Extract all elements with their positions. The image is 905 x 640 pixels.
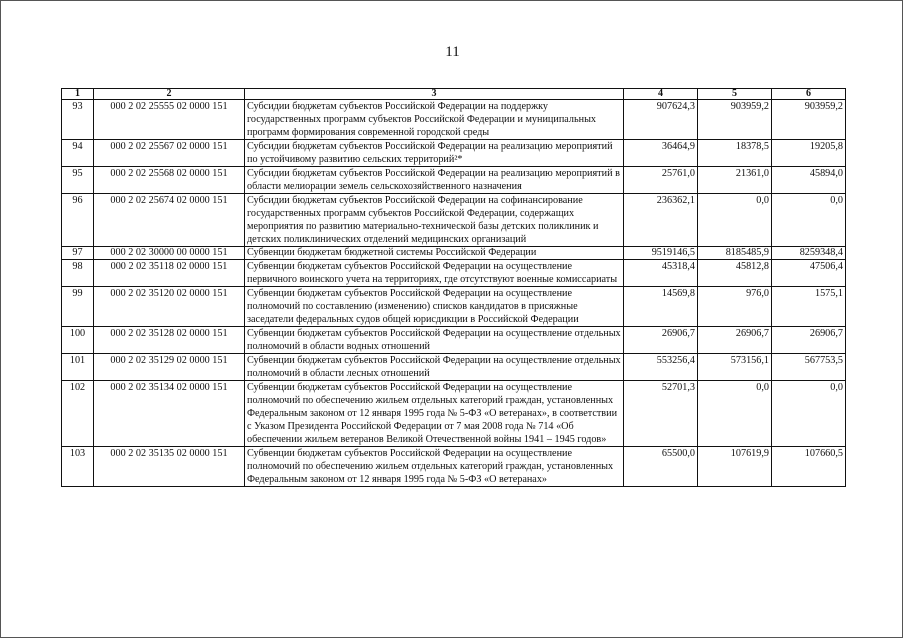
col-header-2: 2 <box>94 89 245 100</box>
budget-code: 000 2 02 25568 02 0000 151 <box>94 167 245 194</box>
value-col-6: 45894,0 <box>772 167 846 194</box>
row-description: Субвенции бюджетам субъектов Российской Федерации на осуществление полномочий по обеспечению жильем отдельных категорий граждан, установленных Федеральным законом от 12 января 1995 года № 5-ФЗ «О ветеранах», в соответствии с Указом Президента Российской Федерации от 7 мая 2008 года № 714 «Об обеспечении жильем ветеранов Великой Отечественной войны 1941 – 1945 годов» <box>245 381 624 447</box>
value-col-5: 21361,0 <box>698 167 772 194</box>
table-row <box>62 381 846 447</box>
row-description: Субсидии бюджетам субъектов Российской Федерации на софинансирование государственных программ субъектов Российской Федерации, содержащих мероприятия по развитию материально-технической базы детских поликлиник и детских поликлинических отделений медицинских организаций <box>245 194 624 247</box>
table-row <box>62 167 846 194</box>
value-col-4: 65500,0 <box>624 447 698 487</box>
table-row <box>62 260 846 287</box>
value-col-4: 26906,7 <box>624 327 698 354</box>
row-number: 93 <box>62 100 94 140</box>
value-col-5: 976,0 <box>698 287 772 327</box>
row-description: Субвенции бюджетам субъектов Российской Федерации на осуществление полномочий по обеспечению жильем отдельных категорий граждан, установленных Федеральным законом от 12 января 1995 года № 5-ФЗ «О ветеранах» <box>245 447 624 487</box>
budget-code: 000 2 02 35120 02 0000 151 <box>94 287 245 327</box>
table-row <box>62 447 846 487</box>
row-description: Субвенции бюджетам субъектов Российской Федерации на осуществление первичного воинского учета на территориях, где отсутствуют военные комиссариаты <box>245 260 624 287</box>
budget-code: 000 2 02 30000 00 0000 151 <box>94 247 245 260</box>
row-description: Субвенции бюджетам субъектов Российской Федерации на осуществление полномочий по составлению (изменению) списков кандидатов в присяжные заседатели федеральных судов общей юрисдикции в Российской Федерации <box>245 287 624 327</box>
table-row <box>62 354 846 381</box>
value-col-5: 903959,2 <box>698 100 772 140</box>
budget-code: 000 2 02 35128 02 0000 151 <box>94 327 245 354</box>
value-col-5: 26906,7 <box>698 327 772 354</box>
budget-code: 000 2 02 35129 02 0000 151 <box>94 354 245 381</box>
value-col-5: 18378,5 <box>698 140 772 167</box>
col-header-4: 4 <box>624 89 698 100</box>
table-row <box>62 100 846 140</box>
value-col-5: 573156,1 <box>698 354 772 381</box>
col-header-6: 6 <box>772 89 846 100</box>
page-number: 11 <box>445 44 460 60</box>
value-col-4: 14569,8 <box>624 287 698 327</box>
header-row <box>62 89 846 100</box>
value-col-4: 45318,4 <box>624 260 698 287</box>
value-col-6: 0,0 <box>772 194 846 247</box>
col-header-3: 3 <box>245 89 624 100</box>
row-number: 95 <box>62 167 94 194</box>
budget-code: 000 2 02 25567 02 0000 151 <box>94 140 245 167</box>
budget-code: 000 2 02 25555 02 0000 151 <box>94 100 245 140</box>
value-col-6: 1575,1 <box>772 287 846 327</box>
budget-code: 000 2 02 35118 02 0000 151 <box>94 260 245 287</box>
value-col-4: 52701,3 <box>624 381 698 447</box>
value-col-5: 0,0 <box>698 194 772 247</box>
row-description: Субсидии бюджетам субъектов Российской Федерации на поддержку государственных программ субъектов Российской Федерации и муниципальных программ формирования современной городской среды <box>245 100 624 140</box>
value-col-5: 107619,9 <box>698 447 772 487</box>
value-col-6: 47506,4 <box>772 260 846 287</box>
table-row <box>62 287 846 327</box>
budget-code: 000 2 02 25674 02 0000 151 <box>94 194 245 247</box>
col-header-1: 1 <box>62 89 94 100</box>
value-col-4: 907624,3 <box>624 100 698 140</box>
value-col-5: 8185485,9 <box>698 247 772 260</box>
value-col-6: 567753,5 <box>772 354 846 381</box>
row-description: Субвенции бюджетам субъектов Российской Федерации на осуществление отдельных полномочий в области водных отношений <box>245 327 624 354</box>
row-number: 96 <box>62 194 94 247</box>
row-number: 101 <box>62 354 94 381</box>
row-number: 94 <box>62 140 94 167</box>
row-number: 99 <box>62 287 94 327</box>
value-col-4: 36464,9 <box>624 140 698 167</box>
value-col-4: 25761,0 <box>624 167 698 194</box>
row-description: Субсидии бюджетам субъектов Российской Федерации на реализацию мероприятий в области мелиорации земель сельскохозяйственного назначения <box>245 167 624 194</box>
row-number: 100 <box>62 327 94 354</box>
value-col-6: 903959,2 <box>772 100 846 140</box>
value-col-4: 236362,1 <box>624 194 698 247</box>
value-col-6: 0,0 <box>772 381 846 447</box>
table-row <box>62 140 846 167</box>
budget-table <box>61 88 846 487</box>
value-col-5: 0,0 <box>698 381 772 447</box>
table-row <box>62 247 846 260</box>
table-row <box>62 194 846 247</box>
budget-code: 000 2 02 35135 02 0000 151 <box>94 447 245 487</box>
value-col-6: 19205,8 <box>772 140 846 167</box>
budget-code: 000 2 02 35134 02 0000 151 <box>94 381 245 447</box>
value-col-4: 9519146,5 <box>624 247 698 260</box>
row-number: 98 <box>62 260 94 287</box>
value-col-6: 26906,7 <box>772 327 846 354</box>
row-number: 102 <box>62 381 94 447</box>
row-number: 103 <box>62 447 94 487</box>
col-header-5: 5 <box>698 89 772 100</box>
value-col-4: 553256,4 <box>624 354 698 381</box>
value-col-6: 8259348,4 <box>772 247 846 260</box>
row-description: Субвенции бюджетам бюджетной системы Российской Федерации <box>245 247 624 260</box>
value-col-6: 107660,5 <box>772 447 846 487</box>
row-description: Субсидии бюджетам субъектов Российской Федерации на реализацию мероприятий по устойчивому развитию сельских территорий²* <box>245 140 624 167</box>
row-description: Субвенции бюджетам субъектов Российской Федерации на осуществление отдельных полномочий в области лесных отношений <box>245 354 624 381</box>
table-row <box>62 327 846 354</box>
row-number: 97 <box>62 247 94 260</box>
value-col-5: 45812,8 <box>698 260 772 287</box>
